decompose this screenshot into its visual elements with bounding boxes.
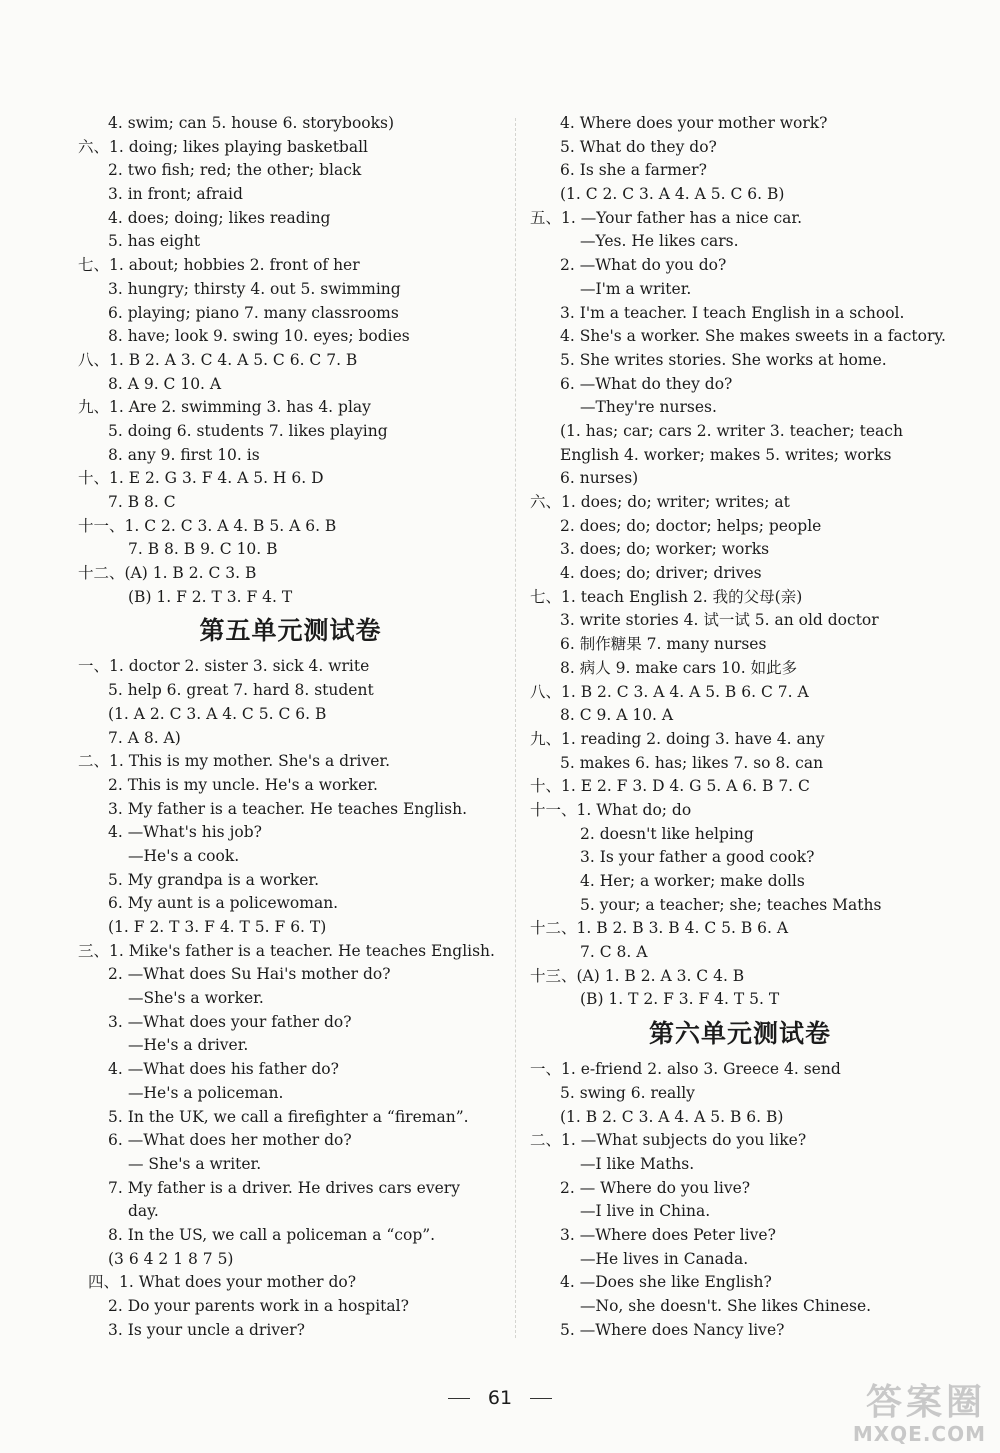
answer-line: 2. two fish; red; the other; black — [108, 161, 362, 180]
answer-line: 5. swing 6. really — [560, 1083, 695, 1102]
answer-line: —He's a driver. — [128, 1036, 249, 1055]
answer-line: 5. She writes stories. She works at home. — [560, 350, 887, 369]
answer-line: 8. any 9. first 10. is — [108, 445, 260, 464]
answer-line: 5. help 6. great 7. hard 8. student — [108, 681, 374, 700]
answer-line: 5. In the UK, we call a firefighter a “fireman”. — [108, 1107, 469, 1126]
answer-line: (1. B 2. C 3. A 4. A 5. B 6. B) — [560, 1107, 784, 1126]
answer-line: 五、1. —Your father has a nice car. — [530, 208, 802, 227]
answer-line: 8. A 9. C 10. A — [108, 374, 222, 393]
answer-line: —They're nurses. — [580, 398, 717, 417]
answer-line: — She's a writer. — [128, 1154, 262, 1173]
answer-line: 6. nurses) — [560, 469, 639, 488]
answer-line: 十二、(A) 1. B 2. C 3. B — [78, 564, 257, 583]
answer-line: 2. This is my uncle. He's a worker. — [108, 775, 378, 794]
answer-line: 六、1. doing; likes playing basketball — [78, 137, 368, 156]
answer-line: 一、1. doctor 2. sister 3. sick 4. write — [78, 657, 370, 676]
footer-dash-right — [530, 1398, 552, 1399]
answer-line: 4. Where does your mother work? — [560, 114, 828, 132]
answer-line: —I'm a writer. — [580, 279, 692, 298]
answer-line: 3. does; do; worker; works — [560, 540, 770, 559]
answer-line: —He's a cook. — [128, 846, 240, 865]
answer-line: 2. —What does Su Hai's mother do? — [108, 965, 391, 984]
answer-line: 八、1. B 2. C 3. A 4. A 5. B 6. C 7. A — [530, 682, 809, 701]
answer-line: 5. has eight — [108, 232, 201, 251]
answer-line: 6. 制作糖果 7. many nurses — [560, 635, 767, 654]
answer-line: (3 6 4 2 1 8 7 5) — [108, 1249, 234, 1268]
answer-line: (1. has; car; cars 2. writer 3. teacher; teach — [560, 421, 903, 440]
answer-line: 二、1. This is my mother. She's a driver. — [78, 752, 391, 771]
answer-line: 4. swim; can 5. house 6. storybooks) — [108, 114, 395, 132]
answer-line: 十三、(A) 1. B 2. A 3. C 4. B — [530, 966, 745, 985]
footer-dash-left — [448, 1398, 470, 1399]
answer-line: 3. Is your uncle a driver? — [108, 1320, 305, 1339]
answer-line: (1. C 2. C 3. A 4. A 5. C 6. B) — [560, 185, 785, 204]
answer-line: 3. My father is a teacher. He teaches English. — [108, 799, 467, 818]
answer-line: 3. —What does your father do? — [108, 1012, 352, 1031]
answer-line: (B) 1. F 2. T 3. F 4. T — [128, 587, 293, 606]
answer-line: 3. write stories 4. 试一试 5. an old doctor — [560, 611, 879, 630]
answer-line: day. — [128, 1202, 159, 1221]
answer-line: 二、1. —What subjects do you like? — [530, 1131, 807, 1150]
answer-line: 4. does; doing; likes reading — [108, 208, 331, 227]
answer-line: 8. have; look 9. swing 10. eyes; bodies — [108, 327, 410, 346]
answer-line: 7. C 8. A — [580, 943, 648, 962]
answer-line: 5. doing 6. students 7. likes playing — [108, 421, 388, 440]
page-footer — [0, 1387, 1000, 1409]
watermark-url: MXQE.COM — [852, 1422, 986, 1446]
answer-line: —I live in China. — [580, 1202, 711, 1221]
page-number: 61 — [487, 1387, 513, 1409]
answer-line: 十一、1. What do; do — [530, 800, 692, 819]
answer-line: —Yes. He likes cars. — [580, 232, 739, 251]
answer-line: 5. makes 6. has; likes 7. so 8. can — [560, 753, 824, 772]
answer-line: 4. —Does she like English? — [560, 1273, 772, 1292]
answer-line: 3. Is your father a good cook? — [580, 848, 815, 867]
answer-line: 十一、1. C 2. C 3. A 4. B 5. A 6. B — [78, 516, 337, 535]
watermark — [853, 1383, 986, 1445]
answer-line: 5. your; a teacher; she; teaches Maths — [580, 895, 882, 914]
answer-line: 十、1. E 2. F 3. D 4. G 5. A 6. B 7. C — [530, 777, 810, 796]
left-column — [78, 112, 503, 1342]
answer-line: 九、1. reading 2. doing 3. have 4. any — [530, 729, 825, 748]
answer-line: 3. I'm a teacher. I teach English in a school. — [560, 303, 905, 322]
right-column — [530, 112, 950, 1342]
answer-line: 7. B 8. C — [108, 493, 176, 511]
answer-line: 2. Do your parents work in a hospital? — [108, 1297, 409, 1315]
answer-line: 七、1. teach English 2. 我的父母(亲) — [530, 587, 803, 606]
answer-line: 4. She's a worker. She makes sweets in a factory. — [560, 327, 946, 346]
answer-line: (B) 1. T 2. F 3. F 4. T 5. T — [580, 990, 780, 1009]
section-heading: 第五单元测试卷 — [199, 616, 382, 646]
answer-line: 2. does; do; doctor; helps; people — [560, 516, 822, 535]
answer-line: —He lives in Canada. — [580, 1249, 749, 1268]
answer-line: 6. —What do they do? — [560, 374, 733, 393]
answer-line: —He's a policeman. — [128, 1083, 284, 1102]
answer-line: 六、1. does; do; writer; writes; at — [530, 493, 790, 511]
answer-line: 7. B 8. B 9. C 10. B — [128, 540, 278, 559]
answer-line: —She's a worker. — [128, 989, 264, 1008]
answer-line: —I like Maths. — [580, 1154, 695, 1173]
answer-line: 5. —Where does Nancy live? — [560, 1320, 785, 1339]
answer-line: 2. —What do you do? — [560, 256, 727, 275]
answer-line: 5. My grandpa is a worker. — [108, 870, 320, 889]
answer-line: 八、1. B 2. A 3. C 4. A 5. C 6. C 7. B — [78, 350, 358, 369]
answer-line: 4. does; do; driver; drives — [560, 564, 762, 583]
answer-line: 6. Is she a farmer? — [560, 161, 707, 180]
answer-line: 一、1. e-friend 2. also 3. Greece 4. send — [530, 1060, 841, 1079]
column-divider — [515, 118, 516, 1338]
answer-line: 5. What do they do? — [560, 137, 717, 156]
answer-line: 6. playing; piano 7. many classrooms — [108, 303, 399, 322]
answer-line: 2. doesn't like helping — [580, 824, 754, 843]
answer-line: 九、1. Are 2. swimming 3. has 4. play — [78, 398, 371, 417]
answer-line: (1. A 2. C 3. A 4. C 5. C 6. B — [108, 704, 327, 723]
answer-line: —No, she doesn't. She likes Chinese. — [580, 1297, 872, 1315]
answer-line: 7. A 8. A) — [108, 728, 181, 747]
answer-line: 7. My father is a driver. He drives cars every — [108, 1178, 460, 1197]
answer-line: 十二、1. B 2. B 3. B 4. C 5. B 6. A — [530, 919, 789, 938]
answer-line: 8. In the US, we call a policeman a “cop”. — [108, 1225, 436, 1244]
answer-line: 2. — Where do you live? — [560, 1178, 751, 1197]
answer-line: 8. 病人 9. make cars 10. 如此多 — [560, 658, 798, 677]
answer-line: 4. —What's his job? — [108, 823, 262, 842]
answer-line: 四、1. What does your mother do? — [88, 1273, 357, 1292]
answer-line: English 4. worker; makes 5. writes; works — [560, 445, 892, 464]
answer-line: 三、1. Mike's father is a teacher. He teaches English. — [78, 941, 495, 960]
answer-line: 8. C 9. A 10. A — [560, 706, 674, 725]
answer-line: 3. hungry; thirsty 4. out 5. swimming — [108, 279, 401, 298]
answer-line: 4. Her; a worker; make dolls — [580, 872, 805, 890]
section-heading: 第六单元测试卷 — [648, 1019, 831, 1049]
answer-line: (1. F 2. T 3. F 4. T 5. F 6. T) — [108, 918, 327, 936]
answer-line: 6. My aunt is a policewoman. — [108, 894, 339, 913]
answer-line: 3. in front; afraid — [108, 185, 243, 204]
answer-line: 3. —Where does Peter live? — [560, 1225, 776, 1244]
answer-line: 十、1. E 2. G 3. F 4. A 5. H 6. D — [78, 469, 324, 488]
watermark-logo-text: 答案圈 — [865, 1382, 986, 1423]
answer-line: 七、1. about; hobbies 2. front of her — [78, 256, 360, 275]
answer-line: 6. —What does her mother do? — [108, 1131, 352, 1150]
answer-line: 4. —What does his father do? — [108, 1060, 339, 1079]
